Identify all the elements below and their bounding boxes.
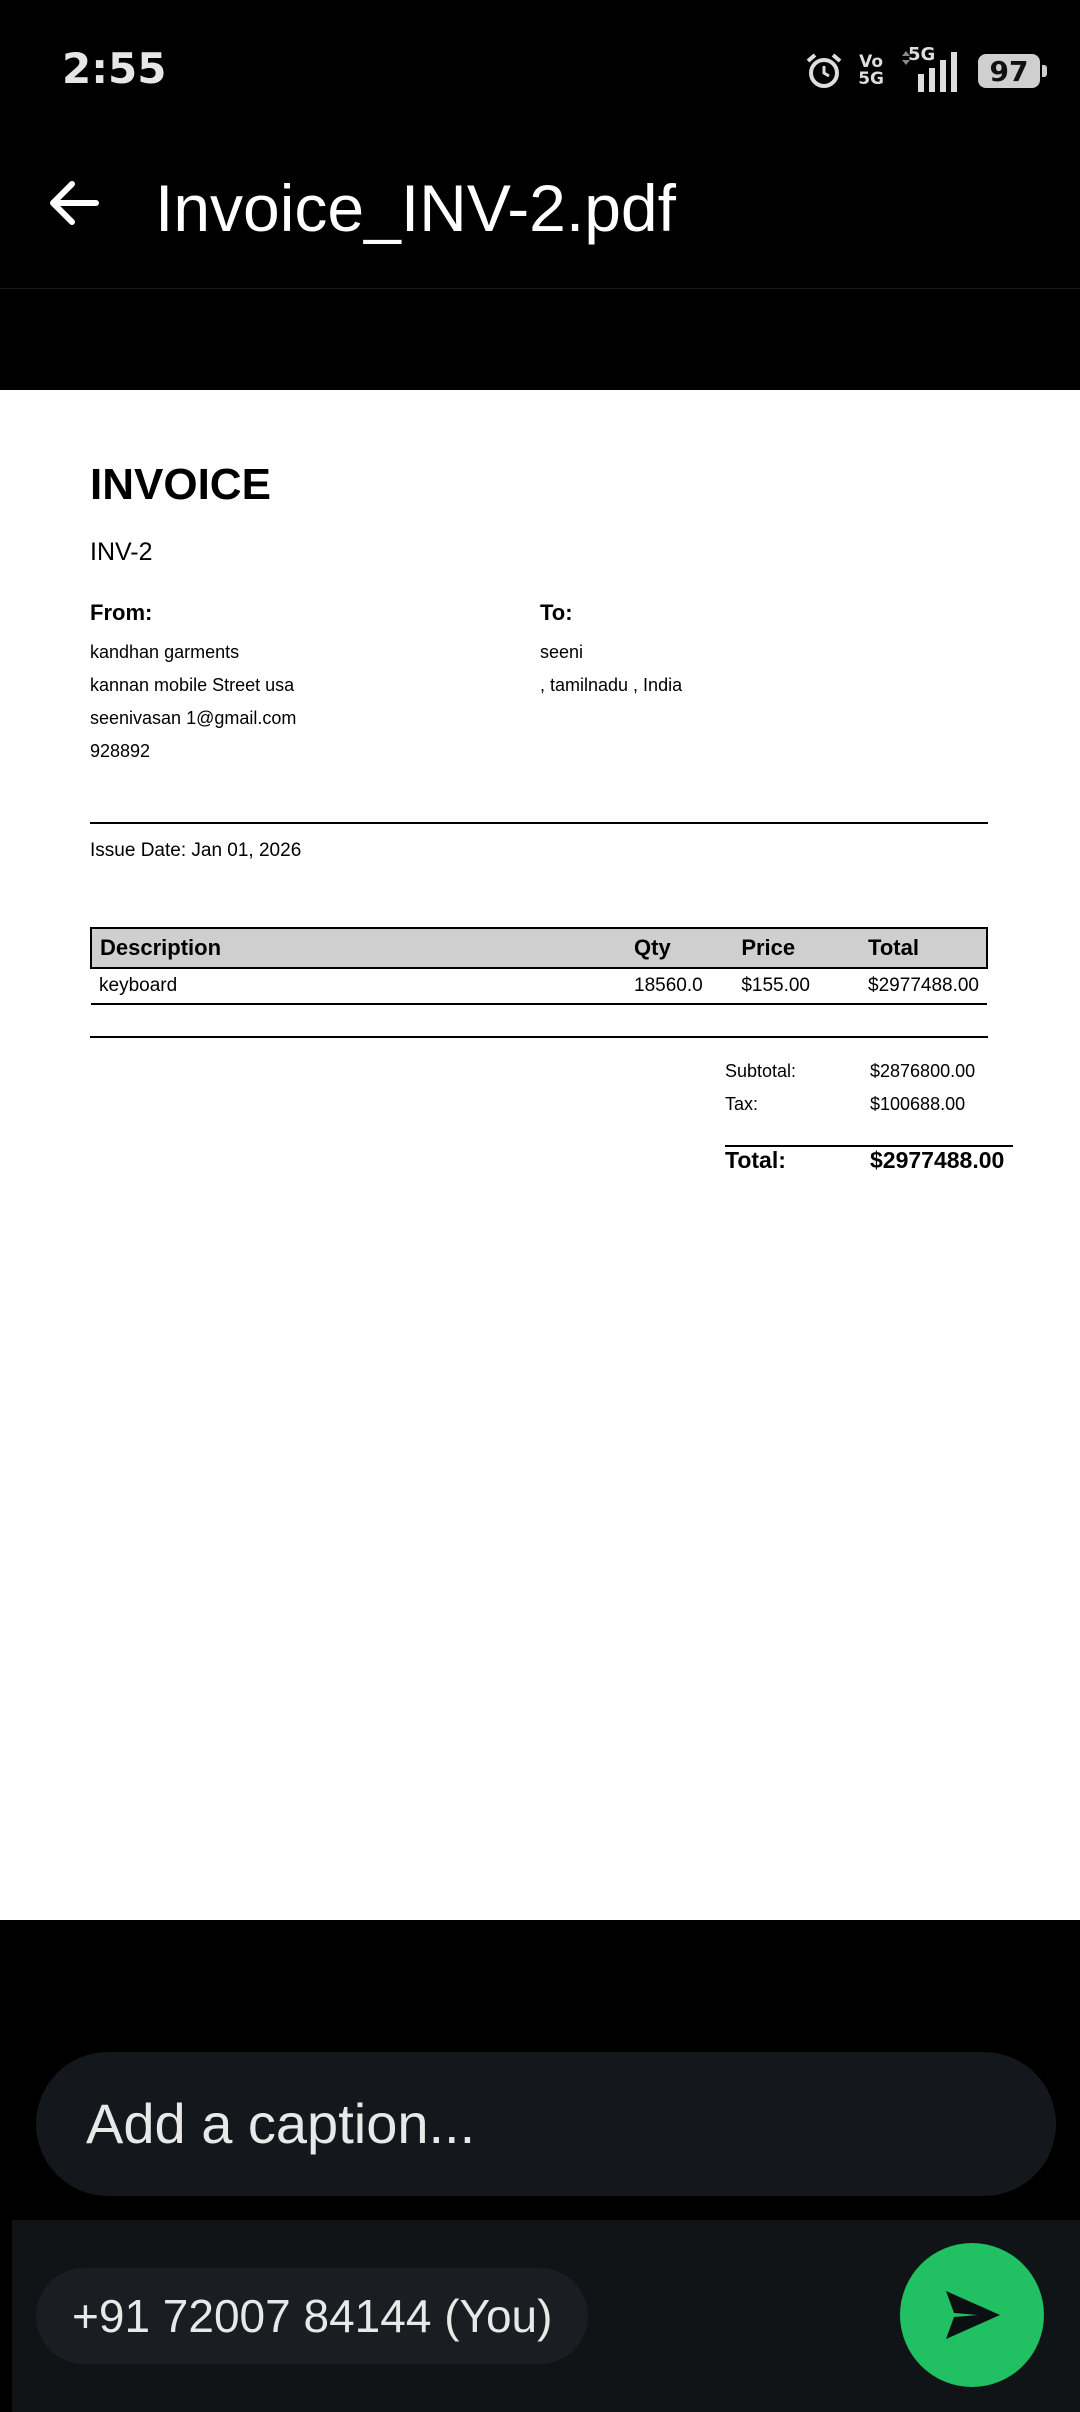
battery-indicator — [978, 54, 1040, 88]
from-line: kandhan garments — [90, 642, 240, 662]
to-line: , tamilnadu , India — [540, 675, 683, 695]
from-block — [90, 600, 296, 768]
status-bar — [0, 0, 1080, 140]
column-header: Qty — [626, 928, 733, 968]
table-cell: $155.00 — [733, 968, 860, 1004]
back-button[interactable] — [40, 170, 106, 236]
tax-value: $100688.00 — [870, 1094, 966, 1114]
to-line: seeni — [540, 642, 584, 662]
subtotal-row — [725, 1055, 1025, 1088]
grand-total-row — [725, 1145, 1013, 1174]
invoice-number: INV-2 — [90, 538, 153, 566]
volte-network-label: 5G — [858, 69, 884, 89]
subtotal-value: $2876800.00 — [870, 1061, 976, 1081]
total-value: $2977488.00 — [870, 1147, 1005, 1173]
table-cell: $2977488.00 — [860, 968, 987, 1004]
totals-block — [725, 1055, 1025, 1121]
app-bar — [0, 140, 1080, 289]
column-header: Total — [860, 928, 987, 968]
column-header: Description — [91, 928, 626, 968]
caption-box — [36, 2052, 1056, 2196]
from-line: seenivasan 1@gmail.com — [90, 708, 297, 728]
battery-level: 97 — [989, 54, 1029, 88]
file-title: Invoice_INV-2.pdf — [155, 171, 676, 245]
from-line: kannan mobile Street usa — [90, 675, 295, 695]
caption-input[interactable] — [84, 2090, 988, 2157]
invoice-title: INVOICE — [90, 460, 271, 509]
from-heading: From: — [90, 600, 153, 625]
table-row — [91, 968, 987, 1004]
table-cell: 18560.0 — [626, 968, 733, 1004]
table-header-row — [91, 928, 987, 968]
arrow-left-icon — [46, 176, 100, 230]
column-header: Price — [733, 928, 860, 968]
alarm-icon — [804, 51, 844, 91]
volte-indicator — [858, 54, 884, 88]
status-icons — [804, 46, 1040, 96]
divider — [90, 1036, 988, 1038]
send-button[interactable] — [900, 2243, 1044, 2387]
subtotal-label: Subtotal: — [725, 1061, 797, 1081]
table-cell: keyboard — [91, 968, 626, 1004]
tax-row — [725, 1088, 1025, 1121]
document-preview — [0, 390, 1080, 1920]
total-label: Total: — [725, 1147, 786, 1173]
to-heading: To: — [540, 600, 573, 625]
issue-date: Issue Date: Jan 01, 2026 — [90, 840, 302, 861]
recipient-chip[interactable] — [36, 2268, 588, 2364]
volte-label: Vo — [859, 52, 884, 72]
from-line: 928892 — [90, 741, 151, 761]
to-block — [540, 600, 682, 702]
network-type: 5G — [908, 44, 936, 65]
status-time: 2:55 — [62, 44, 167, 93]
divider — [90, 822, 988, 824]
send-icon — [940, 2283, 1004, 2347]
tax-label: Tax: — [725, 1094, 759, 1114]
signal-indicator — [898, 44, 964, 94]
recipient-label: +91 72007 84144 (You) — [72, 2290, 553, 2342]
line-items-table — [90, 927, 988, 1005]
